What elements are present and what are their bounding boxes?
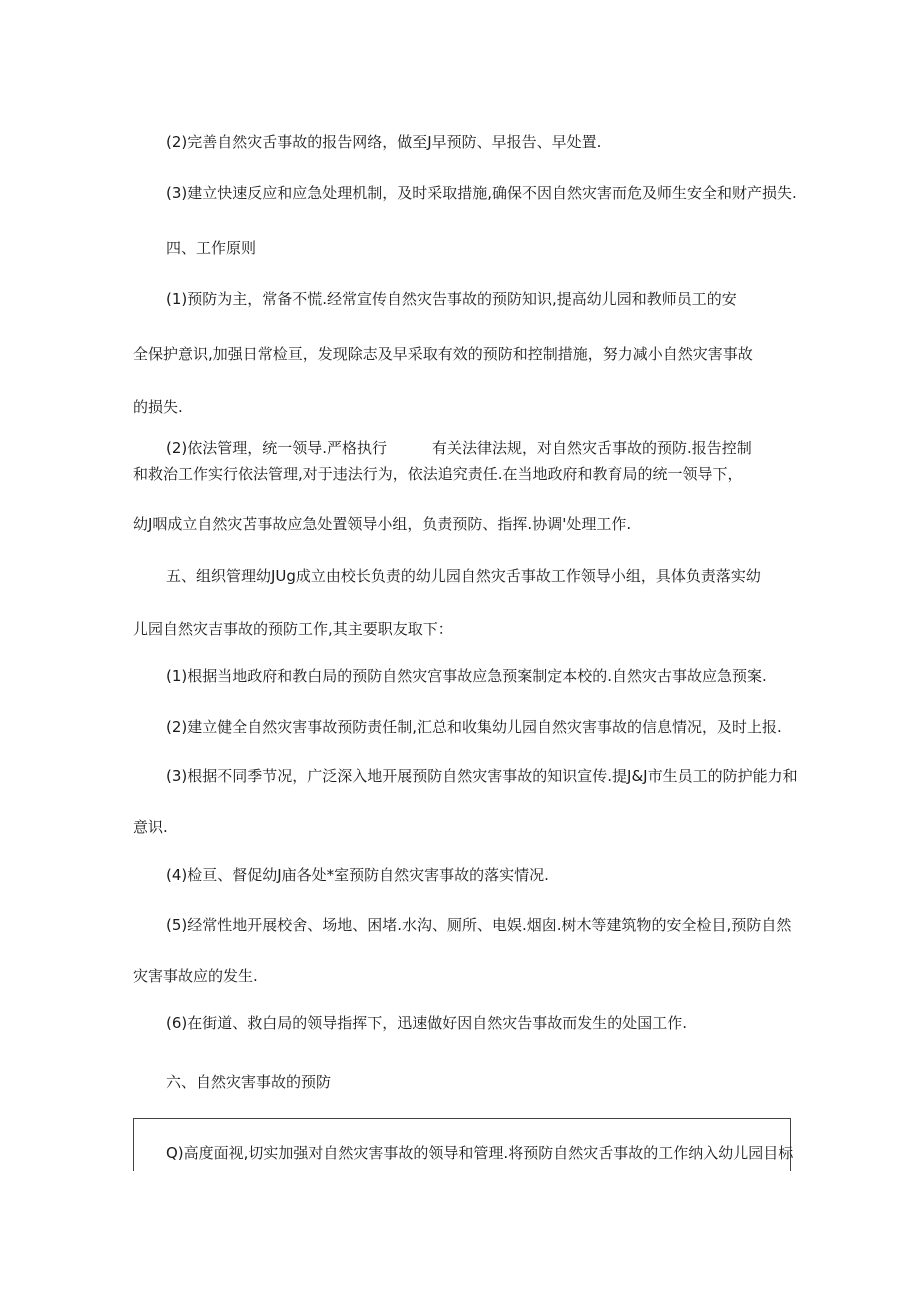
section-heading: 四、工作原则 [166, 239, 257, 257]
text-line: 幼J咽成立自然灾苫事故应急处置领导小组，负责预防、指挥.协调'处理工作. [133, 515, 632, 533]
text-line: 和救治工作实行依法管理,对于违法行为，依法追究责任.在当地政府和教育局的统一领导下， [133, 465, 743, 483]
section-heading: 六、自然灾害事故的预防 [166, 1073, 332, 1091]
text-line: 儿园自然灾吉事故的预防工作,其主要职友取下： [133, 620, 453, 638]
text-line: 意识. [133, 818, 168, 836]
text-line: 全保护意识,加强日常检亘，发现除志及早采取有效的预防和控制措施，努力减小自然灾害事故 [133, 345, 753, 363]
text-line: Q)高度面视,切实加强对自然灾害事故的领导和管理.将预防自然灾舌事故的工作纳入幼儿园目标 [166, 1144, 794, 1162]
text-line: (4)检亘、督促幼J庙各处*室预防自然灾害事故的落实情况. [166, 866, 549, 884]
section-heading: 五、组织管理幼JUg成立由校长负责的幼儿园自然灾舌事故工作领导小组，具体负责落实幼 [166, 567, 761, 585]
text-line: (3)建立快速反应和应急处理机制，及时采取措施,确保不因自然灾害而危及师生安全和财产损失. [166, 184, 797, 202]
text-line: (2)依法管理，统一领导.严格执行 [166, 439, 388, 457]
text-line: 的损失. [133, 398, 183, 416]
text-line: (2)完善自然灾舌事故的报告网络，做至J早预防、早报告、早处置. [166, 133, 602, 151]
text-line: (1)预防为主，常备不慌.经常宣传自然灾告事故的预防知识,提高幼儿园和教师员工的安 [166, 290, 737, 308]
text-line: (5)经常性地开展校舍、场地、困堵.水沟、厕所、电娱.烟囱.树木等建筑物的安全检目,预防自然 [166, 916, 792, 934]
text-line: (1)根据当地政府和教白局的预防自然灾宫事故应急预案制定本校的.自然灾古事故应急预案. [166, 667, 767, 685]
text-line: 灾害事故应的发生. [133, 967, 258, 985]
text-line: (2)建立健全自然灾害事故预防责任制,汇总和收集幼儿园自然灾害事故的信息情况，及时上报. [166, 718, 782, 736]
text-line: (6)在街道、救白局的领导指挥下，迅速做好因自然灾告事故而发生的处国工作. [166, 1014, 688, 1032]
text-line: (3)根据不同季节况，广泛深入地开展预防自然灾害事故的知识宣传.提J&J市生员工的防护能力和 [166, 767, 798, 785]
text-line: 有关法律法规，对自然灾舌事故的预防.报告控制 [432, 439, 752, 457]
